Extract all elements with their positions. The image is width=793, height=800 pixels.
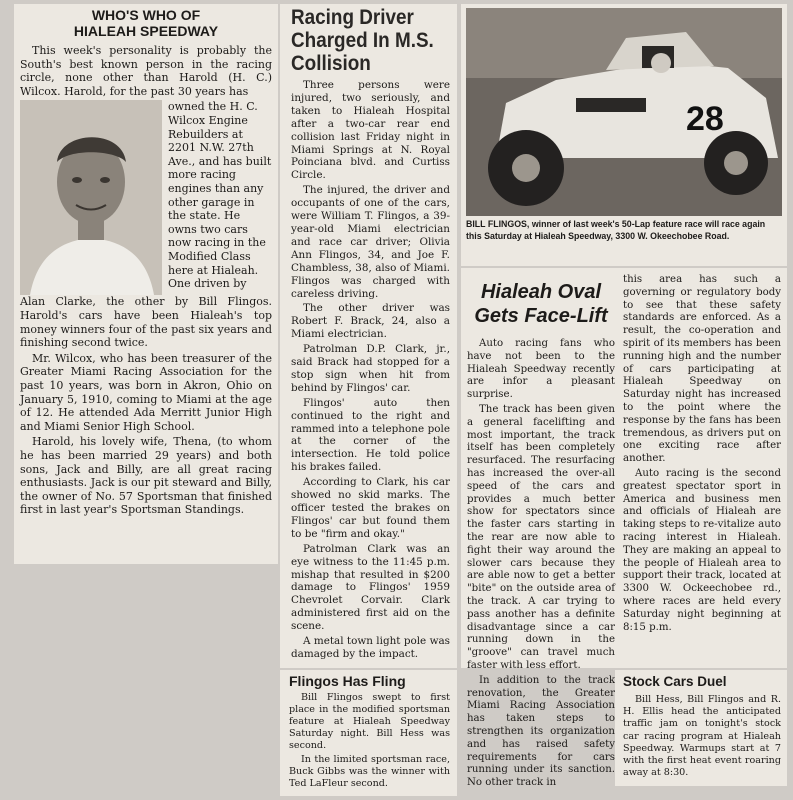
- hialeah-col1-p2: The track has been given a general facelifting and most important, the track itself has been completely resurfaced. The resurfacing has increased the over-all speed of the cars and provides a much better show for spectators since the faster cars starting in the rear are now able to fight their way around the slower cars because they are able now to get a better "bite" on the outside area of the track. A car trying to pass another has a definite disadvantage since a car running down in the "groove" can travel much faster with less effort.: [467, 403, 615, 671]
- hialeah-headline: [467, 280, 615, 328]
- race-car-image: [466, 8, 782, 216]
- whos-who-clipping: [14, 4, 278, 564]
- race-car-photo: [466, 8, 782, 216]
- wilcox-portrait-image: [20, 100, 162, 295]
- collision-p3: The other driver was Robert F. Brack, 24, also a Miami electrician.: [291, 302, 450, 341]
- collision-p4: Patrolman D.P. Clark, jr., said Brack had stopped for a stop sign when hit from behind by Flingos' car.: [291, 343, 450, 394]
- collision-clipping: [280, 4, 457, 668]
- hialeah-headline-line1: Hialeah Oval: [480, 281, 602, 303]
- collision-p5: Flingos' auto then continued to the right and rammed into a telephone pole at the corner of the intersection. He told police his brakes failed.: [291, 396, 450, 474]
- collision-headline: Racing Driver Charged In M.S. Collision: [291, 6, 434, 75]
- stock-headline: Stock Cars Duel: [623, 674, 727, 689]
- whos-who-title: [20, 7, 272, 39]
- photo-clipping: [461, 4, 787, 266]
- whos-who-p2: Mr. Wilcox, who has been treasurer of the Greater Miami Racing Association for the past 10 years, was born in Akron, Ohio on January 5, 1910, coming to Miami at the age of 12. He attended Ada Merritt Junior High and Miami Senior High School.: [20, 351, 272, 433]
- flingos-clipping: [280, 670, 457, 796]
- whos-who-title-line1: WHO'S WHO OF: [91, 7, 201, 23]
- car-number: 28: [686, 100, 724, 138]
- flingos-headline: Flingos Has Fling: [289, 673, 406, 689]
- whos-who-side-text: owned the H. C. Wilcox Engine Rebuilders at 2201 N.W. 27th Ave., and has built more racing engines than any other garage in the state. He owns two cars now racing in the Modified Class here at Hialeah. One driven by: [168, 100, 272, 291]
- collision-p8: A metal town light pole was damaged by the impact.: [291, 635, 450, 660]
- hialeah-col1-p3: In addition to the track renovation, the Greater Miami Racing Association has taken steps to strengthen its organization and has raised safety requirements for cars running under its sanction. No other track in: [467, 674, 615, 789]
- hialeah-col2-p2: Auto racing is the second greatest spectator sport in America and business men and officials of Hialeah are taking steps to re-vitalize auto racing interest in Hialeah. They are making an appeal to the people of Hialeah area to support their track, located at 3300 W. Ockeechobee rd., where races are held every Saturday night beginning at 8:15 p.m.: [623, 467, 781, 633]
- collision-p1: Three persons were injured, two seriously, and taken to Hialeah Hospital after a two-car rear end collision last Friday night in Miami Springs at N. Royal Poinciana blvd. and Curtiss Circle.: [291, 79, 450, 182]
- stock-clipping: [615, 670, 787, 786]
- wilcox-portrait: [20, 100, 162, 295]
- flingos-p2: In the limited sportsman race, Buck Gibbs was the winner with Ted LaFleur second.: [289, 754, 450, 789]
- whos-who-p1-end: Alan Clarke, the other by Bill Flingos. Harold's cars have been Hialeah's top money winners four of the past six years and finishing second twice.: [20, 295, 272, 350]
- hialeah-col2-p1: this area has such a governing or regulatory body to see that these safety standards are enforced. As a result, the co-operation and spirit of its members has been running high and the number of cars participating at Hialeah Speedway on Saturday night has increased to the point where the response by the fans has been tremendous, as drivers put on one exciting race after another.: [623, 274, 781, 465]
- hialeah-headline-line2: Gets Face-Lift: [474, 305, 608, 327]
- whos-who-title-line2: HIALEAH SPEEDWAY: [73, 23, 219, 39]
- collision-p6: According to Clark, his car showed no skid marks. The officer tested the brakes on Flingos' car but found them to be "firm and okay.": [291, 476, 450, 540]
- collision-p7: Patrolman Clark was an eye witness to the 11:45 p.m. mishap that resulted in $200 damage to Flingos' 1959 Chevrolet Corvair. Clark administered first aid on the scene.: [291, 542, 450, 633]
- collision-p2: The injured, the driver and occupants of one of the cars, were William T. Flingos, a 39-year-old Miami electrician and race car driver; Olivia Ann Flingos, 34, and Joe F. Chambless, 38, also of Miami. Flingos was charged with careless driving.: [291, 184, 450, 300]
- whos-who-p3: Harold, his lovely wife, Thena, (to whom he has been married 29 years) and both sons, Jack and Billy, are all great racing enthusiasts. Jack is our pit steward and Billy, the owner of No. 57 Sportsman that finished first in last year's Sportsman Standings.: [20, 435, 272, 517]
- whos-who-intro: This week's personality is probably the South's best known person in the racing circle, none other than Harold (H. C.) Wilcox. Harold, for the past 30 years has: [20, 44, 272, 98]
- stock-p1: Bill Hess, Bill Flingos and R. H. Ellis head the anticipated traffic jam on tonight's stock car racing program at Hialeah Speedway. Warmups start at 7 with the first heat event roaring away at 8:30.: [623, 694, 781, 779]
- flingos-p1: Bill Flingos swept to first place in the modified sportsman feature at Hialeah Speedway Saturday night. Bill Hess was second.: [289, 692, 450, 751]
- photo-caption: BILL FLINGOS, winner of last week's 50-Lap feature race will race again this Saturday at Hialeah Speedway, 3300 W. Okeechobee Road.: [466, 219, 766, 241]
- hialeah-col1-p1: Auto racing fans who have not been to the Hialeah Speedway recently are infor a pleasant surprise.: [467, 338, 615, 401]
